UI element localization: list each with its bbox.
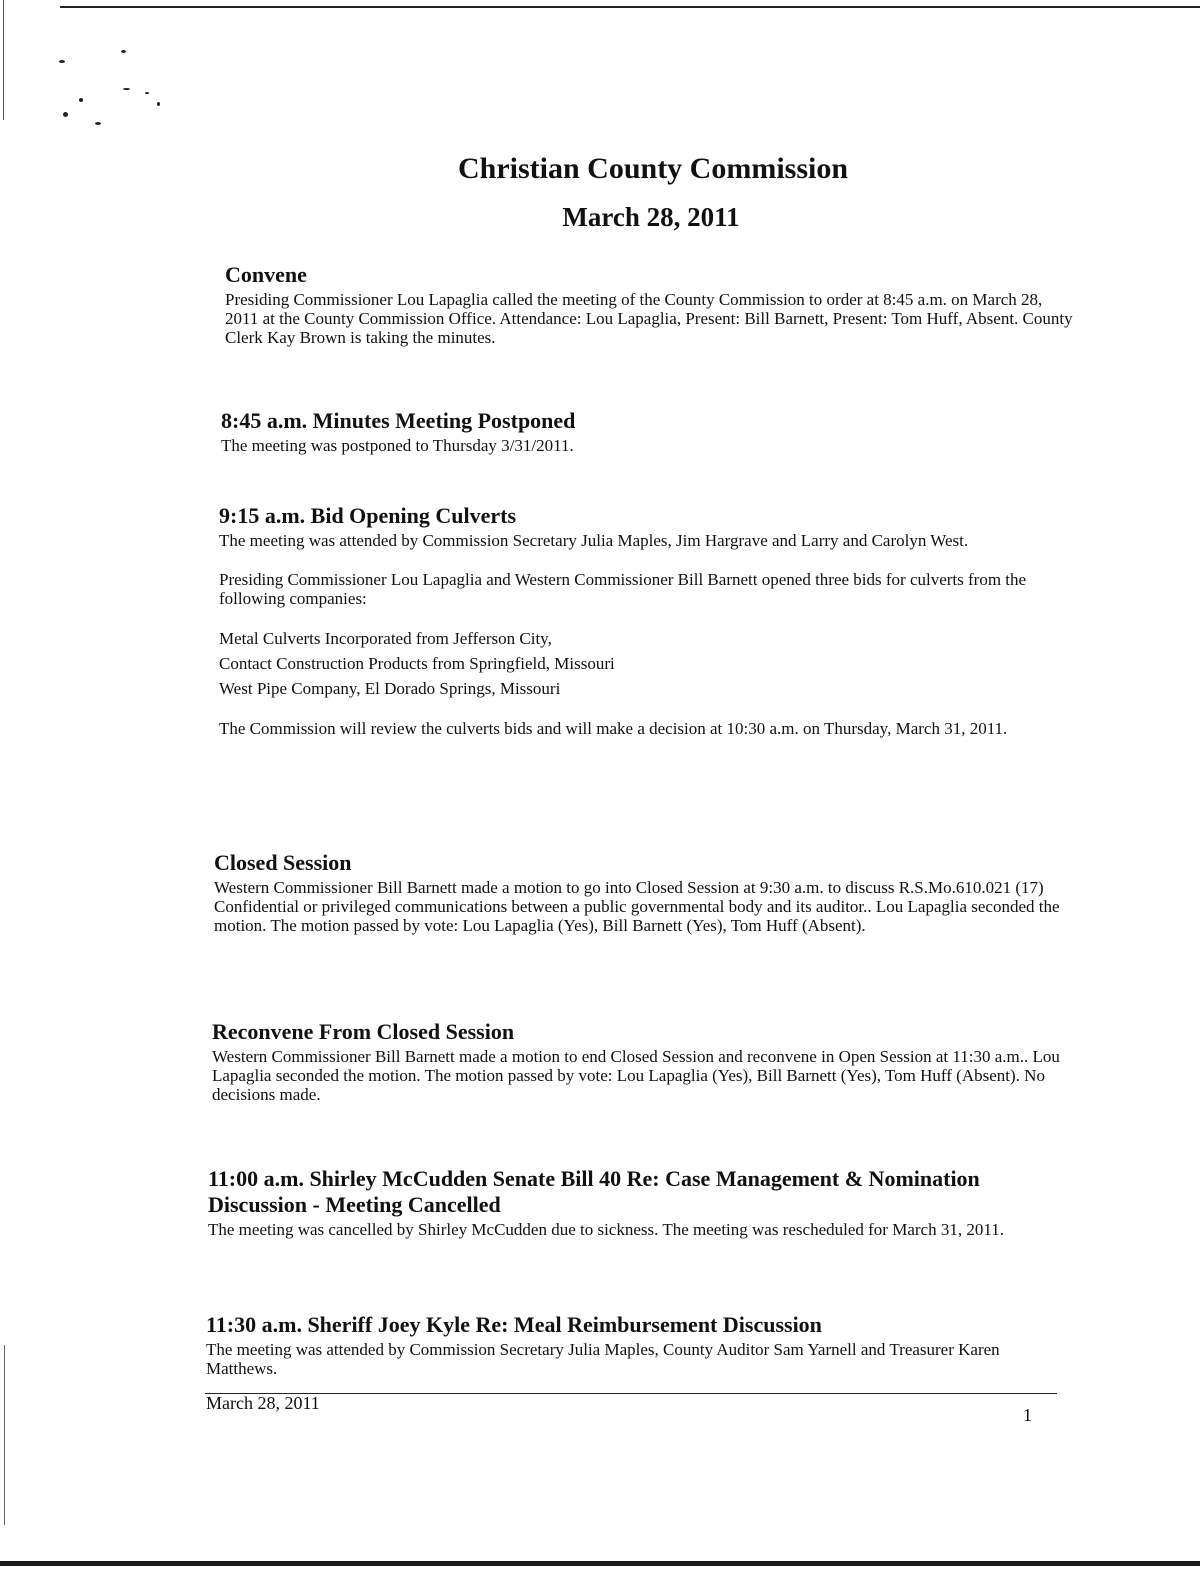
- section-senate-bill: [208, 1166, 1058, 1239]
- scan-border-left-lower: [4, 1345, 5, 1525]
- section-minutes: [221, 408, 1071, 455]
- section-body: The meeting was postponed to Thursday 3/31/2011.: [221, 436, 574, 455]
- section-body: The meeting was attended by Commission Secretary Julia Maples, Jim Hargrave and Larry and Carolyn West.: [219, 531, 969, 550]
- section-closed-session: [214, 850, 1064, 935]
- company-list: [219, 626, 1069, 701]
- scan-border-bottom: [0, 1561, 1200, 1566]
- list-item: West Pipe Company, El Dorado Springs, Missouri: [219, 679, 561, 698]
- footer-date: March 28, 2011: [206, 1393, 320, 1413]
- section-heading: 11:30 a.m. Sheriff Joey Kyle Re: Meal Reimbursement Discussion: [206, 1312, 822, 1337]
- list-item: Contact Construction Products from Springfield, Missouri: [219, 654, 615, 673]
- section-body: Presiding Commissioner Lou Lapaglia and Western Commissioner Bill Barnett opened three bids for culverts from the following companies:: [219, 570, 1027, 608]
- section-heading: 9:15 a.m. Bid Opening Culverts: [219, 503, 517, 528]
- section-body: The Commission will review the culverts bids and will make a decision at 10:30 a.m. on Thursday, March 31, 2011.: [219, 719, 1008, 738]
- list-item: Metal Culverts Incorporated from Jefferson City,: [219, 629, 552, 648]
- scan-border-left: [3, 0, 4, 120]
- section-heading: Convene: [225, 262, 307, 287]
- section-heading: Closed Session: [214, 850, 352, 875]
- section-body: Western Commissioner Bill Barnett made a motion to end Closed Session and reconvene in Open Session at 11:30 a.m.. Lou Lapaglia seconded the motion. The motion passed by vote: Lou Lapaglia (Yes), Bill Barnett (Yes), Tom Huff (Absent). No decisions made.: [212, 1047, 1060, 1104]
- page-number: 1: [1023, 1405, 1032, 1425]
- section-bid-opening: [219, 503, 1069, 738]
- section-reconvene: [212, 1019, 1062, 1104]
- section-heading: 11:00 a.m. Shirley McCudden Senate Bill 40 Re: Case Management & Nomination Discussion - Meeting Cancelled: [208, 1166, 980, 1217]
- section-body: The meeting was cancelled by Shirley McCudden due to sickness. The meeting was rescheduled for March 31, 2011.: [208, 1220, 1004, 1239]
- scan-specks: [55, 40, 175, 140]
- footer-divider: [205, 1393, 1057, 1394]
- section-body: The meeting was attended by Commission Secretary Julia Maples, County Auditor Sam Yarnell and Treasurer Karen Matthews.: [206, 1340, 1000, 1378]
- document-title: Christian County Commission: [457, 152, 849, 185]
- section-heading: 8:45 a.m. Minutes Meeting Postponed: [221, 408, 576, 433]
- scan-border-top: [60, 6, 1200, 8]
- section-sheriff: [206, 1312, 1056, 1378]
- section-convene: [225, 262, 1075, 347]
- section-heading: Reconvene From Closed Session: [212, 1019, 515, 1044]
- section-body: Presiding Commissioner Lou Lapaglia called the meeting of the County Commission to order at 8:45 a.m. on March 28, 2011 at the County Commission Office. Attendance: Lou Lapaglia, Present: Bill Barnett, Present: Tom Huff, Absent. County Clerk Kay Brown is taking the minutes.: [225, 290, 1073, 347]
- document-date: March 28, 2011: [562, 202, 740, 232]
- section-body: Western Commissioner Bill Barnett made a motion to go into Closed Session at 9:30 a.m. to discuss R.S.Mo.610.021 (17) Confidential or privileged communications between a public governmental body and its auditor.. Lou Lapaglia seconded the motion. The motion passed by vote: Lou Lapaglia (Yes), Bill Barnett (Yes), Tom Huff (Absent).: [214, 878, 1060, 935]
